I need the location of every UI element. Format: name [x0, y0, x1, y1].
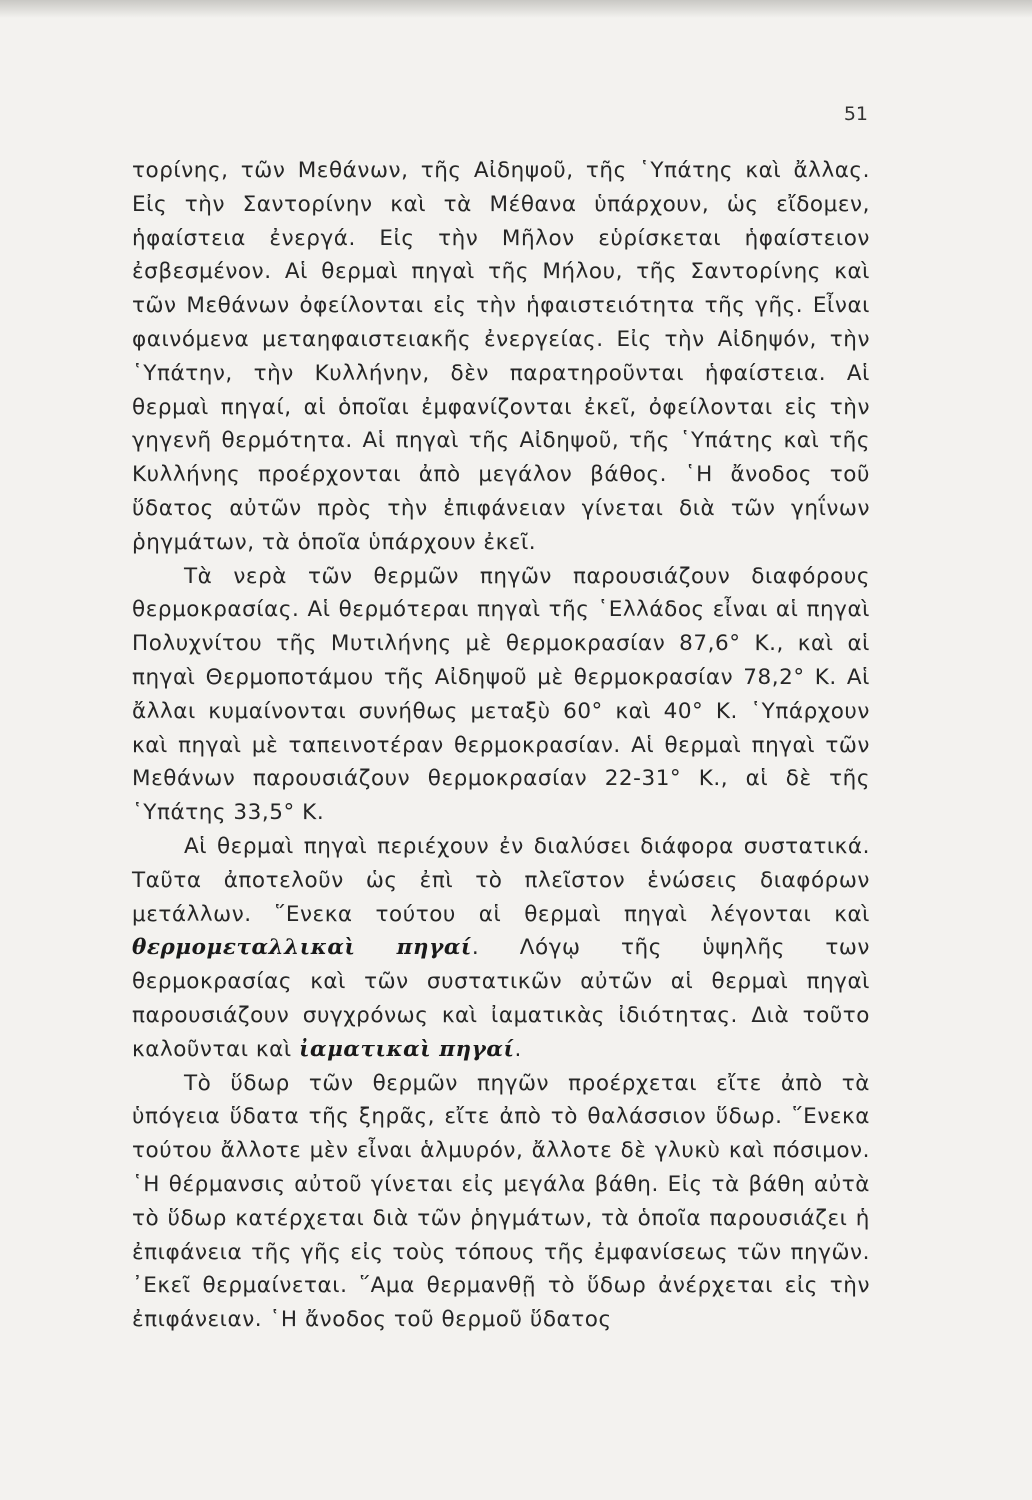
- text-segment: .: [514, 1036, 522, 1062]
- text-segment: Τὸ ὕδωρ τῶν θερμῶν πηγῶν προέρχεται εἴτε ἀπὸ τὰ ὑπόγεια ὕδατα τῆς ξηρᾶς, εἴτε ἀπὸ τὸ θαλάσσιον ὕδωρ. ῞Ενεκα τούτου ἄλλοτε μὲν εἶναι ἁλμυρόν, ἄλλοτε δὲ γλυκὺ καὶ πόσιμον. ῾Η θέρμανσις αὐτοῦ γίνεται εἰς μεγάλα βάθη. Εἰς τὰ βάθη αὐτὰ τὸ ὕδωρ κατέρχεται διὰ τῶν ῥηγμάτων, τὰ ὁποῖα παρουσιάζει ἡ ἐπιφάνεια τῆς γῆς εἰς τοὺς τόπους τῆς ἐμφανίσεως τῶν πηγῶν. ᾿Εκεῖ θερμαίνεται. ῞Αμα θερμανθῇ τὸ ὕδωρ ἀνέρχεται εἰς τὴν ἐπιφάνειαν. ῾Η ἄνοδος τοῦ θερμοῦ ὕδατος: [132, 1070, 870, 1333]
- text-segment: . Λόγῳ τῆς ὑψηλῆς των θερμοκρασίας καὶ τῶν συστατικῶν αὐτῶν αἱ θερμαὶ πηγαὶ παρουσιάζουν συγχρόνως καὶ ἰαματικὰς ἰδιότητας. Διὰ τοῦτο καλοῦνται καὶ: [132, 935, 870, 1062]
- paragraph-3: [132, 830, 870, 1067]
- emphasized-term: ἰαματικαὶ πηγαί: [299, 1036, 515, 1062]
- text-segment: τορίνης, τῶν Μεθάνων, τῆς Αἰδηψοῦ, τῆς ῾Υπάτης καὶ ἄλλας. Εἰς τὴν Σαντορίνην καὶ τὰ Μέθανα ὑπάρχουν, ὡς εἴδομεν, ἡφαίστεια ἐνεργά. Εἰς τὴν Μῆλον εὑρίσκεται ἡφαίστειον ἐσβεσμένον. Αἱ θερμαὶ πηγαὶ τῆς Μήλου, τῆς Σαντορίνης καὶ τῶν Μεθάνων ὀφείλονται εἰς τὴν ἡφαιστειότητα τῆς γῆς. Εἶναι φαινόμενα μεταηφαιστειακῆς ἐνεργείας. Εἰς τὴν Αἰδηψόν, τὴν ῾Υπάτην, τὴν Κυλλήνην, δὲν παρατηροῦνται ἡφαίστεια. Αἱ θερμαὶ πηγαί, αἱ ὁποῖαι ἐμφανίζονται ἐκεῖ, ὀφείλονται εἰς τὴν γηγενῆ θερμότητα. Αἱ πηγαὶ τῆς Αἰδηψοῦ, τῆς ῾Υπάτης καὶ τῆς Κυλλήνης προέρχονται ἀπὸ μεγάλον βάθος. ῾Η ἄνοδος τοῦ ὕδατος αὐτῶν πρὸς τὴν ἐπιφάνειαν γίνεται διὰ τῶν γηΐνων ῥηγμάτων, τὰ ὁποῖα ὑπάρχουν ἐκεῖ.: [132, 158, 870, 555]
- page-number: 51: [843, 103, 868, 125]
- text-segment: Αἱ θερμαὶ πηγαὶ περιέχουν ἐν διαλύσει διάφορα συστατικά. Ταῦτα ἀποτελοῦν ὡς ἐπὶ τὸ πλεῖστον ἑνώσεις διαφόρων μετάλλων. ῞Ενεκα τούτου αἱ θερμαὶ πηγαὶ λέγονται καὶ: [132, 833, 870, 927]
- paragraph-4: [132, 1067, 870, 1337]
- paragraph-2: [132, 560, 870, 830]
- paragraph-1: [132, 154, 870, 560]
- body-text: [132, 154, 870, 1337]
- text-segment: Τὰ νερὰ τῶν θερμῶν πηγῶν παρουσιάζουν διαφόρους θερμοκρασίας. Αἱ θερμότεραι πηγαὶ τῆς ῾Ελλάδος εἶναι αἱ πηγαὶ Πολυχνίτου τῆς Μυτιλήνης μὲ θερμοκρασίαν 87,6° Κ., καὶ αἱ πηγαὶ Θερμοποτάμου τῆς Αἰδηψοῦ μὲ θερμοκρασίαν 78,2° Κ. Αἱ ἄλλαι κυμαίνονται συνήθως μεταξὺ 60° καὶ 40° Κ. ῾Υπάρχουν καὶ πηγαὶ μὲ ταπεινοτέραν θερμοκρασίαν. Αἱ θερμαὶ πηγαὶ τῶν Μεθάνων παρουσιάζουν θερμοκρασίαν 22-31° Κ., αἱ δὲ τῆς ῾Υπάτης 33,5° Κ.: [132, 563, 870, 826]
- page-top-edge: [0, 0, 1032, 18]
- emphasized-term: θερμομεταλλικαὶ πηγαί: [132, 935, 472, 961]
